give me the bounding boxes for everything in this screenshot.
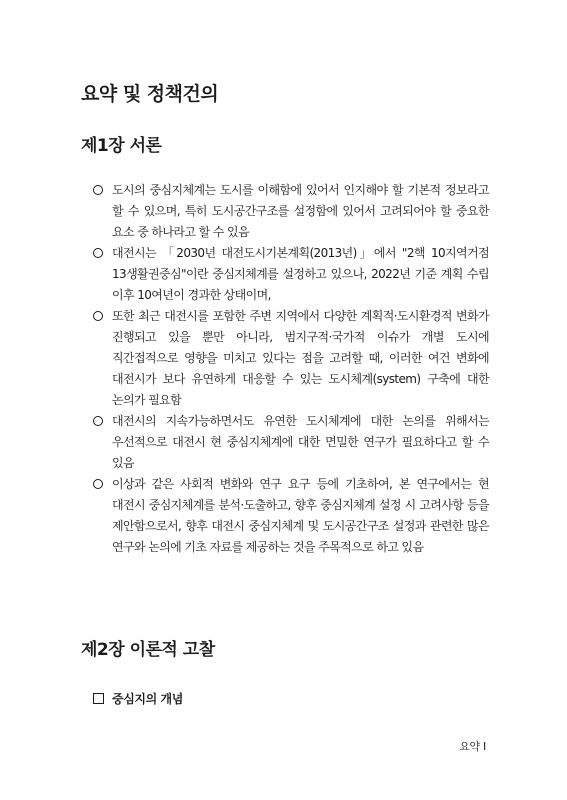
subsection-title: 중심지의 개념 bbox=[112, 692, 183, 706]
bullet-item bbox=[93, 306, 489, 411]
document-title: 요약 및 정책건의 bbox=[81, 83, 219, 105]
hollow-circle-icon bbox=[93, 416, 103, 426]
hollow-circle-icon bbox=[93, 248, 103, 258]
bullet-text: 또한 최근 대전시를 포함한 주변 지역에서 다양한 계획적·도시환경적 변화가 진행되고 있을 뿐만 아니라, 범지구적·국가적 이슈가 개별 도시에 직간접적으로 영향을 미치고 있다는 점을 고려할 때, 이러한 여건 변화에 대전시가 보다 유연하게 대응할 수 있는 도시체계(system) 구축에 대한 논의가 필요함 bbox=[112, 309, 489, 407]
hollow-circle-icon bbox=[93, 311, 103, 321]
hollow-square-icon bbox=[93, 693, 104, 704]
bullet-item bbox=[93, 411, 489, 474]
bullet-text: 대전시는 「2030년 대전도시기본계획(2013년)」에서 "2핵 10지역거점 13생활권중심"이란 중심지체계를 설정하고 있으나, 2022년 기준 계획 수립 이후 10여년이 경과한 상태이며, bbox=[112, 246, 489, 302]
hollow-circle-icon bbox=[93, 479, 103, 489]
chapter-1-bullet-list bbox=[93, 180, 489, 558]
bullet-item bbox=[93, 474, 489, 558]
chapter-1-heading: 제1장 서론 bbox=[81, 136, 162, 156]
bullet-item bbox=[93, 243, 489, 306]
bullet-item bbox=[93, 180, 489, 243]
chapter-2-heading: 제2장 이론적 고찰 bbox=[81, 640, 215, 660]
bullet-text: 대전시의 지속가능하면서도 유연한 도시체계에 대한 논의를 위해서는 우선적으로 대전시 현 중심지체계에 대한 면밀한 연구가 필요하다고 할 수 있음 bbox=[112, 414, 489, 470]
bullet-text: 도시의 중심지체계는 도시를 이해함에 있어서 인지해야 할 기본적 정보라고 할 수 있으며, 특히 도시공간구조를 설정함에 있어서 고려되어야 할 중요한 요소 중 하나라고 할 수 있음 bbox=[112, 183, 489, 239]
hollow-circle-icon bbox=[93, 185, 103, 195]
bullet-text: 이상과 같은 사회적 변화와 연구 요구 등에 기초하여, 본 연구에서는 현 대전시 중심지체계를 분석·도출하고, 향후 중심지체계 설정 시 고려사항 등을 제안함으로서, 향후 대전시 중심지체계 및 도시공간구조 설정과 관련한 많은 연구와 논의에 기초 자료를 제공하는 것을 주목적으로 하고 있음 bbox=[112, 477, 489, 554]
subsection-heading bbox=[93, 690, 183, 707]
page-footer: 요약 Ⅰ bbox=[459, 740, 486, 753]
